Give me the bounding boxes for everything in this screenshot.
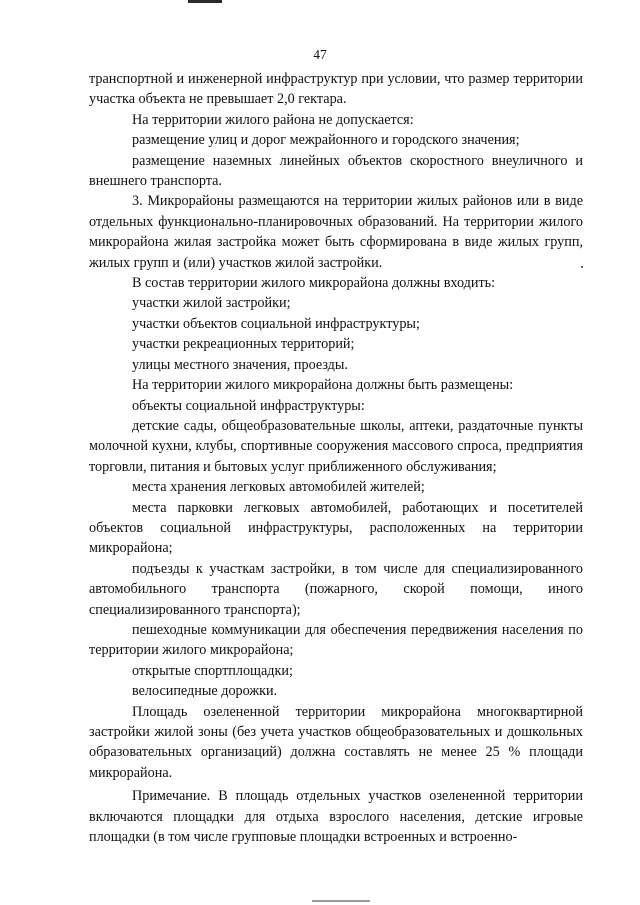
scan-artifact-bottom bbox=[312, 900, 370, 902]
paragraph: открытые спортплощадки; bbox=[132, 662, 293, 679]
paragraph: На территории жилого микрорайона должны быть размещены: bbox=[132, 377, 514, 394]
paragraph: улицы местного значения, проезды. bbox=[132, 356, 348, 373]
paragraph: подъезды к участкам застройки, в том числе для специализированного автомобильного транспорта (пожарного, скорой помощи, иного специализированного транспорта); bbox=[89, 560, 583, 618]
paragraph: участки рекреационных территорий; bbox=[132, 336, 355, 353]
paragraph: В состав территории жилого микрорайона должны входить: bbox=[132, 275, 496, 292]
paragraph: участки объектов социальной инфраструктуры; bbox=[132, 315, 420, 332]
paragraph: детские сады, общеобразовательные школы, аптеки, раздаточные пункты молочной кухни, клубы, спортивные сооружения массового спроса, предприятия торговли, питания и бытовых услуг приближенного обслуживания; bbox=[89, 417, 583, 475]
page-number: 47 bbox=[313, 47, 327, 62]
paragraph: места хранения легковых автомобилей жителей; bbox=[132, 479, 425, 496]
paragraph: велосипедные дорожки. bbox=[132, 683, 278, 700]
paragraph: транспортной и инженерной инфраструктур при условии, что размер территории участка объекта не превышает 2,0 гектара. bbox=[89, 71, 583, 108]
paragraph: участки жилой застройки; bbox=[132, 295, 291, 312]
paragraph: пешеходные коммуникации для обеспечения передвижения населения по территории жилого микрорайона; bbox=[89, 621, 583, 659]
paragraph: Площадь озелененной территории микрорайона многоквартирной застройки жилой зоны (без учета участков общеобразовательных и дошкольных образовательных организаций) должна составлять не менее 25 % площади микрорайона. bbox=[89, 703, 583, 781]
paragraph: места парковки легковых автомобилей, работающих и посетителей объектов социальной инфраструктуры, расположенных на территории микрорайона; bbox=[89, 499, 583, 557]
paragraph: объекты социальной инфраструктуры: bbox=[132, 397, 365, 414]
scan-artifact-top bbox=[188, 0, 222, 3]
paragraph: размещение улиц и дорог межрайонного и городского значения; bbox=[132, 132, 520, 149]
paragraph: На территории жилого района не допускается: bbox=[132, 111, 414, 128]
paragraph: 3. Микрорайоны размещаются на территории жилых районов или в виде отдельных функционально-планировочных образований. На территории жилого микрорайона жилая застройка может быть сформирована в виде жилых групп, жилых групп и (или) участков жилой застройки. bbox=[89, 193, 583, 271]
body-text bbox=[89, 69, 583, 847]
paragraph: Примечание. В площадь отдельных участков озелененной территории включаются площадки для отдыха взрослого населения, детские игровые площадки (в том числе групповые площадки встроенных и встроенно- bbox=[89, 788, 583, 846]
paragraph: размещение наземных линейных объектов скоростного внеуличного и внешнего транспорта. bbox=[89, 152, 583, 190]
